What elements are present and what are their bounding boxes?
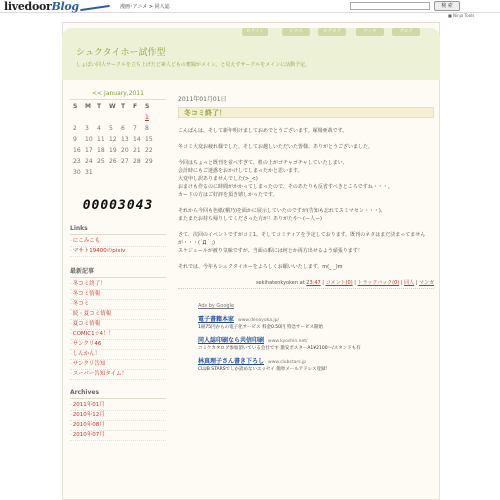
blog-title[interactable]: シュクタイホー試作型 bbox=[76, 48, 166, 58]
post-paragraph: 今回はちょっと既刊を並べすぎて、机の上がゴチャゴチャしていたしまい、 会計時にもご迷惑をおかけしてしまったかと思います。 大変申し訳ありませんでした(>_<) おまけも作るのに時間がかかってしまったので、そのあたりも反省すべきところですね・・・。 カードの方はご好評を頂き嬉しかったです。 bbox=[178, 160, 393, 198]
links-title: Links bbox=[70, 225, 166, 235]
post-paragraph: さて、次回のイベントですがコミ1、そしてコミティアを予定しております。既刊のネタはまだ決まってませんが・・・(´Д｀;) スケジュールが被り気味ですが、当面の暇には何とか両方出せるよう頑張ります！ bbox=[178, 232, 426, 254]
google-ads bbox=[178, 303, 434, 372]
calendar-day: 3 bbox=[85, 125, 89, 132]
calendar-day: 26 bbox=[109, 158, 117, 165]
calendar-day: 21 bbox=[133, 147, 141, 154]
archive-item[interactable]: · 2010年07月 bbox=[70, 431, 166, 441]
calendar-dow: W bbox=[109, 103, 116, 110]
recent-post-item[interactable]: · しんかん！ bbox=[70, 350, 166, 360]
recent-posts-section bbox=[70, 266, 166, 380]
recent-post-item[interactable]: · COMIC1☆4！！ bbox=[70, 330, 166, 340]
blog-description: しょぼい同人サークルを立ち上げたど素人どもの奮闘がメイン。と見えずサークルをメインに活動予定。 bbox=[76, 62, 311, 68]
calendar-day: 13 bbox=[121, 136, 129, 143]
recent-post-item[interactable]: · 続・夏コミ情報 bbox=[70, 310, 166, 320]
calendar-grid bbox=[70, 103, 166, 176]
header-nav bbox=[0, 28, 500, 36]
calendar-day bbox=[73, 114, 85, 121]
calendar-day bbox=[121, 169, 133, 176]
calendar-day: 10 bbox=[85, 136, 93, 143]
recent-post-item[interactable]: · 冬コミ情報 bbox=[70, 290, 166, 300]
calendar-day bbox=[109, 169, 121, 176]
calendar-day: 25 bbox=[97, 158, 105, 165]
post-author: sekihatenkyoken at bbox=[255, 280, 305, 286]
post-trackback-link[interactable]: トラックバック(0) bbox=[357, 280, 400, 286]
ad-url[interactable]: www.denoyoka.jp/ bbox=[238, 318, 280, 323]
category-breadcrumb[interactable]: 漫画･アニメ > 同人誌 bbox=[120, 4, 170, 10]
nav-tab-3[interactable]: ログログ bbox=[318, 28, 346, 36]
calendar-day: 8 bbox=[145, 125, 149, 132]
recent-post-item[interactable]: · 冬コミ終了！ bbox=[70, 280, 166, 290]
ad-description: CLUB STARSでしか読めないエッセイ 簡単メールアドレス登録！ bbox=[198, 367, 331, 372]
post-paragraph: こんばんは、そして新年明けましておめでとうございます。塚場亜哉です。 bbox=[178, 128, 348, 134]
links-item[interactable]: · マサト19400のpixiv bbox=[70, 247, 166, 257]
post-footer: sekihatenkyoken at 23:47 | コメント(0) | トラックバック(0) | 同人 | マンガ bbox=[178, 279, 434, 289]
logo-blog-text: Blog bbox=[51, 0, 79, 13]
nav-tab-4[interactable]: ウィキ bbox=[356, 28, 384, 36]
post-paragraph: それでは、今年もシュクタイホーをよろしくお願いいたします。m(_ _)m bbox=[178, 264, 343, 270]
ad-description: コミケカタログ参加頂いている会社です 激安ポスターA1¥2100〜/スタンドも有 bbox=[198, 346, 361, 351]
top-search-input[interactable] bbox=[350, 2, 430, 10]
calendar-day bbox=[145, 169, 157, 176]
recent-post-item[interactable]: · サンクリ告知 bbox=[70, 360, 166, 370]
calendar-day bbox=[97, 114, 109, 121]
calendar-day: 22 bbox=[145, 147, 153, 154]
logo-swoosh bbox=[80, 5, 110, 11]
post-date: 2011年01月01日 bbox=[178, 96, 227, 103]
calendar-day bbox=[121, 114, 133, 121]
recent-posts-list bbox=[70, 280, 166, 380]
calendar-day: 4 bbox=[97, 125, 101, 132]
top-search-button[interactable]: 検 索 bbox=[434, 1, 460, 11]
ad-title[interactable]: 同人誌印刷なら共信印刷 bbox=[198, 337, 265, 344]
archive-item[interactable]: · 2011年01月 bbox=[70, 401, 166, 411]
post-paragraph: それから今回も色紙(桐乃)を面かに展示していたのですが(告知も忘れてスミマセン・・・)、 またまたお持ち帰りしてくださった方が！ありがたや〜(ー人ー) bbox=[178, 208, 386, 222]
access-counter: 00003043 bbox=[82, 198, 154, 213]
calendar-day: 15 bbox=[145, 136, 153, 143]
recent-post-item[interactable]: · スーパー告知タイム！ bbox=[70, 370, 166, 380]
livedoor-top-bar bbox=[0, 0, 500, 13]
sidebar bbox=[70, 90, 166, 441]
calendar-day: 19 bbox=[109, 147, 117, 154]
ad-item bbox=[198, 356, 434, 372]
links-item[interactable]: · にこみこも bbox=[70, 237, 166, 247]
archives-section bbox=[70, 389, 166, 441]
ad-item bbox=[198, 335, 434, 351]
livedoor-blog-logo[interactable] bbox=[4, 0, 79, 13]
calendar-day: 6 bbox=[121, 125, 125, 132]
post-body bbox=[178, 127, 434, 271]
ad-title[interactable]: 林真理子さん書き下ろし bbox=[198, 358, 265, 365]
archive-item[interactable]: · 2010年08月 bbox=[70, 421, 166, 431]
calendar-dow: T bbox=[121, 103, 126, 110]
ad-item bbox=[198, 314, 434, 330]
recent-posts-title: 最新記事 bbox=[70, 266, 166, 278]
calendar-day bbox=[97, 169, 109, 176]
archive-item[interactable]: · 2010年12月 bbox=[70, 411, 166, 421]
calendar-prev-link[interactable]: << bbox=[92, 90, 103, 97]
archives-title: Archives bbox=[70, 389, 166, 399]
calendar-day: 12 bbox=[109, 136, 117, 143]
recent-post-item[interactable]: · サンクリ46 bbox=[70, 340, 166, 350]
calendar-day: 2 bbox=[73, 125, 77, 132]
calendar-dow: M bbox=[85, 103, 91, 110]
archives-list bbox=[70, 401, 166, 441]
calendar-day bbox=[85, 114, 97, 121]
calendar-day: 31 bbox=[85, 169, 93, 176]
post-comments-link[interactable]: コメント(0) bbox=[325, 280, 353, 286]
calendar-day: 9 bbox=[73, 136, 77, 143]
logo-livedoor-text: livedoor bbox=[4, 0, 52, 13]
post-tag-link-1[interactable]: 同人 bbox=[404, 280, 415, 286]
calendar-day: 18 bbox=[97, 147, 105, 154]
calendar-day: 11 bbox=[97, 136, 105, 143]
post-time-link[interactable]: 23:47 bbox=[306, 280, 321, 286]
links-section bbox=[70, 225, 166, 257]
ad-title[interactable]: 電子書籍本家 bbox=[198, 316, 235, 323]
calendar-day: 29 bbox=[145, 158, 153, 165]
calendar-day bbox=[133, 114, 145, 121]
calendar-day: 17 bbox=[85, 147, 93, 154]
calendar-day bbox=[133, 169, 145, 176]
calendar-day: 23 bbox=[73, 158, 81, 165]
calendar-dow: F bbox=[133, 103, 138, 110]
links-list bbox=[70, 237, 166, 257]
calendar-day: 30 bbox=[73, 169, 81, 176]
recent-post-item[interactable]: · 冬コミ bbox=[70, 300, 166, 310]
nav-tab-2[interactable]: ピクス bbox=[282, 28, 310, 36]
calendar-day: 14 bbox=[133, 136, 141, 143]
recent-post-item[interactable]: · 夏コミ情報 bbox=[70, 320, 166, 330]
ad-description: 1冊75円からの電子化サービス 料金0.50円 特急サービス開始 bbox=[198, 325, 323, 330]
ad-url[interactable]: www.kyoshin.net/ bbox=[268, 339, 308, 344]
main-content bbox=[178, 94, 434, 372]
nav-tab-1[interactable]: ログイン bbox=[242, 28, 268, 36]
calendar-day: 24 bbox=[85, 158, 93, 165]
calendar-day: 27 bbox=[121, 158, 129, 165]
calendar-day: 28 bbox=[133, 158, 141, 165]
calendar-day: 5 bbox=[109, 125, 113, 132]
post-paragraph: 冬コミ大変お疲れ様でした。そしてお越しいただいた皆様、ありがとうございました。 bbox=[178, 144, 374, 150]
calendar-header bbox=[70, 90, 166, 100]
post-tag-link-2[interactable]: マンガ bbox=[418, 280, 434, 286]
nav-tab-5[interactable]: ブログ bbox=[392, 28, 420, 36]
ads-label[interactable]: Ads by Google bbox=[198, 303, 235, 309]
calendar-day-link[interactable]: 1 bbox=[145, 114, 149, 121]
calendar-day bbox=[109, 114, 121, 121]
calendar-day: 16 bbox=[73, 147, 81, 154]
calendar-day: 20 bbox=[121, 147, 129, 154]
calendar-dow: T bbox=[97, 103, 102, 110]
calendar-dow: S bbox=[73, 103, 78, 110]
calendar-dow: S bbox=[145, 103, 150, 110]
ad-url[interactable]: www.clubstars.jp bbox=[268, 360, 307, 365]
calendar-day: 7 bbox=[133, 125, 137, 132]
calendar-month: January,2011 bbox=[104, 90, 144, 97]
post-title[interactable]: 冬コミ終了！ bbox=[178, 107, 434, 118]
ninja-tools-badge[interactable]: ■ Ninja Tools bbox=[448, 13, 475, 18]
